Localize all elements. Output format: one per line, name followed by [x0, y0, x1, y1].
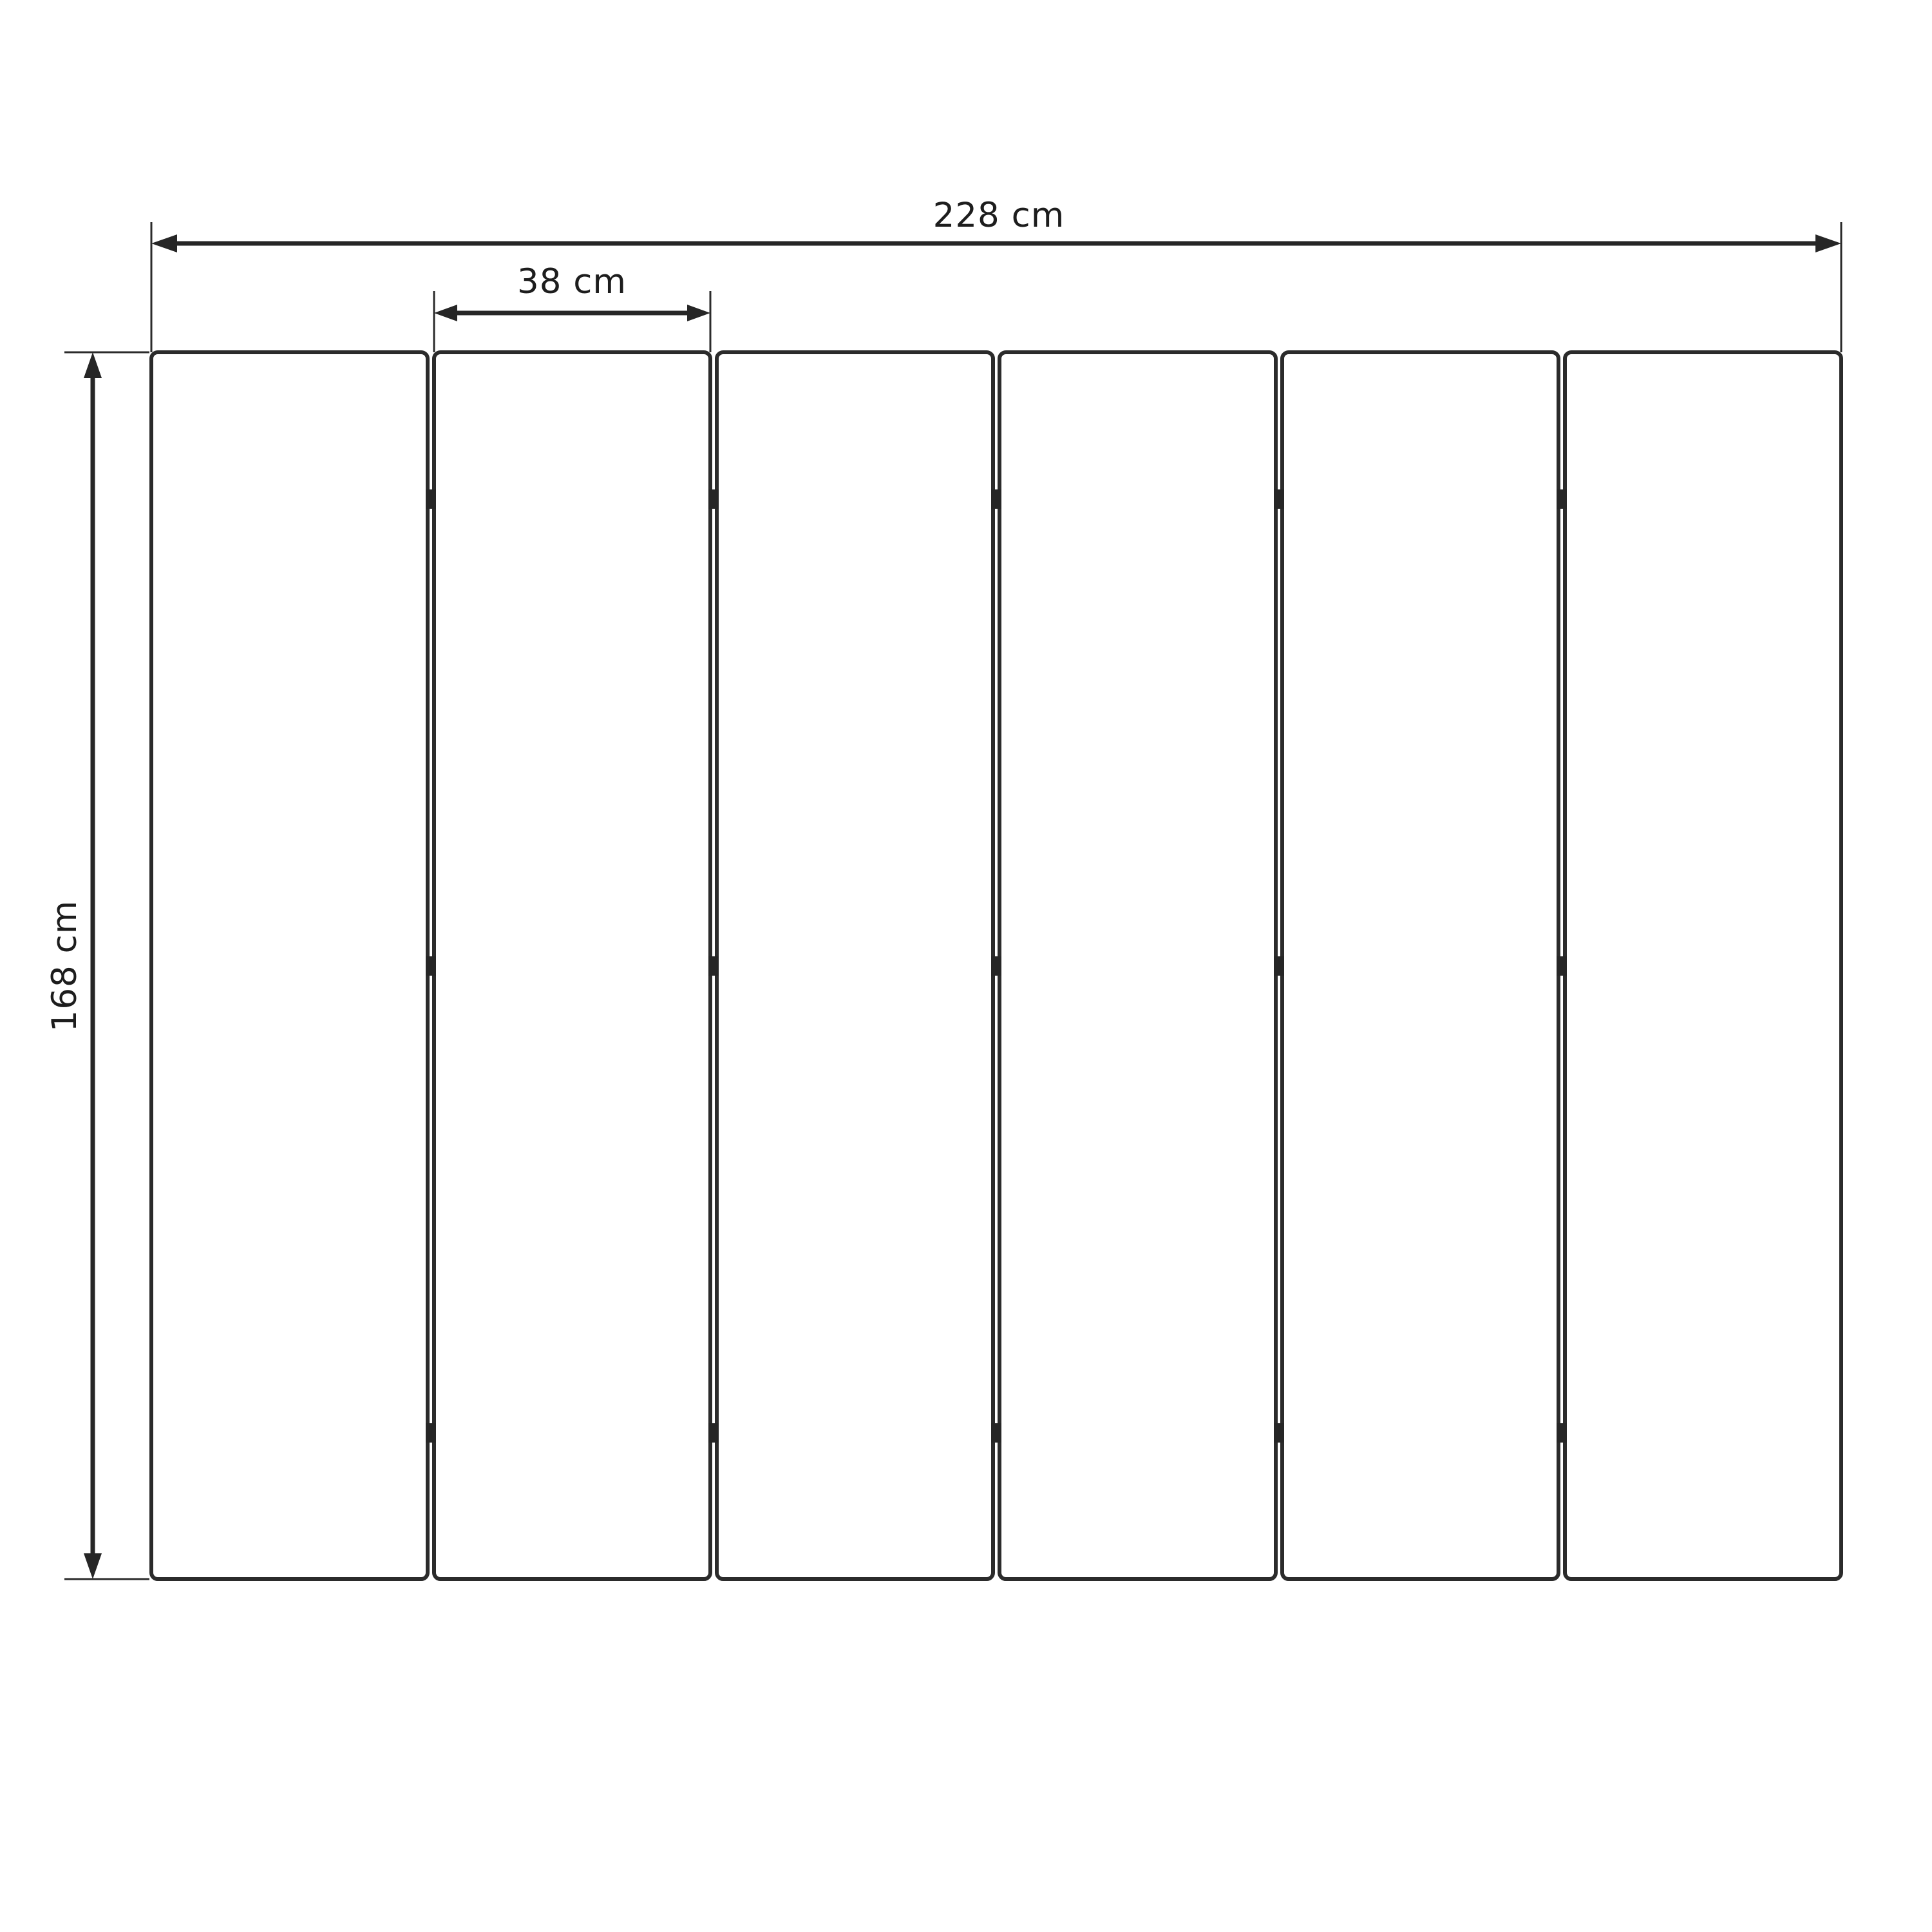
hinge-gap4-1 — [1274, 489, 1284, 509]
arrow-up-icon — [84, 352, 102, 378]
panel-2 — [434, 352, 710, 1579]
hinge-gap1-1 — [426, 489, 436, 509]
hinge-gap5-2 — [1557, 956, 1567, 976]
panel-3 — [717, 352, 993, 1579]
hinge-gap1-2 — [426, 956, 436, 976]
hinge-gap3-1 — [991, 489, 1001, 509]
arrow-right-icon — [1815, 234, 1841, 252]
panel-width-label: 38 cm — [516, 262, 627, 301]
dimension-height — [45, 352, 149, 1579]
hinge-gap3-3 — [991, 1423, 1001, 1443]
panel-1 — [151, 352, 428, 1579]
arrow-left-icon — [151, 234, 177, 252]
arrow-left-icon — [434, 305, 457, 321]
hinge-gap3-2 — [991, 956, 1001, 976]
hinge-gap2-1 — [708, 489, 719, 509]
dimension-total-width — [151, 196, 1841, 352]
dimension-panel-width — [434, 262, 710, 352]
total-width-label: 228 cm — [933, 196, 1065, 235]
hinge-gap4-2 — [1274, 956, 1284, 976]
panel-5 — [1282, 352, 1558, 1579]
hinge-gap4-3 — [1274, 1423, 1284, 1443]
hinge-gap5-1 — [1557, 489, 1567, 509]
arrow-down-icon — [84, 1553, 102, 1579]
hinge-gap2-2 — [708, 956, 719, 976]
hinge-gap1-3 — [426, 1423, 436, 1443]
panel-4 — [999, 352, 1276, 1579]
hinge-gap5-3 — [1557, 1423, 1567, 1443]
hinge-gap2-3 — [708, 1423, 719, 1443]
panel-6 — [1565, 352, 1841, 1579]
height-label: 168 cm — [45, 900, 84, 1032]
arrow-right-icon — [687, 305, 710, 321]
